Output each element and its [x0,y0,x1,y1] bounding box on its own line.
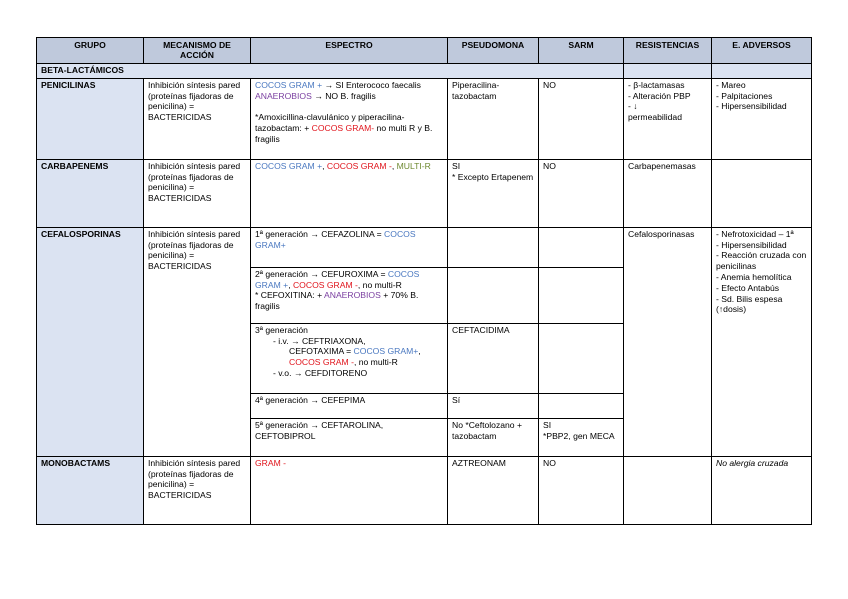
pseudo-cef-g5: No *Ceftolozano + tazobactam [448,418,539,456]
sarm-carbapenems: NO [539,159,624,227]
sarm-monobactams: NO [539,456,624,524]
group-cefalosporinas: CEFALOSPORINAS [37,227,144,456]
group-monobactams: MONOBACTAMS [37,456,144,524]
pseudo-cef-g4: Sí [448,393,539,418]
espectro-monobactams: GRAM - [251,456,448,524]
section-row [37,64,812,79]
sarm-penicilinas: NO [539,78,624,159]
adversos-monobactams: No alergia cruzada [712,456,812,524]
mecanismo-monobactams: Inhibición síntesis pared (proteínas fijadoras de penicilina) = BACTERICIDAS [144,456,251,524]
header-mecanismo: MECANISMO DE ACCIÓN [144,38,251,64]
espectro-carbapenems: COCOS GRAM +, COCOS GRAM -, MULTI-R [251,159,448,227]
espectro-cef-g1: 1ª generación → CEFAZOLINA = COCOS GRAM+ [251,227,448,267]
resistencias-cefalosporinas: Cefalosporinasas [624,227,712,456]
header-pseudomona: PSEUDOMONA [448,38,539,64]
espectro-cef-g4: 4ª generación → CEFEPIMA [251,393,448,418]
pseudo-carbapenems: SI * Excepto Ertapenem [448,159,539,227]
adversos-cefalosporinas: - Nefrotoxicidad – 1ª - Hipersensibilidad - Reacción cruzada con penicilinas - Anemia hemolítica - Efecto Antabús - Sd. Bilis espesa (↑dosis) [712,227,812,456]
group-carbapenems: CARBAPENEMS [37,159,144,227]
header-espectro: ESPECTRO [251,38,448,64]
pseudo-cef-g3: CEFTACIDIMA [448,323,539,393]
espectro-penicilinas: COCOS GRAM + → SI Enterococo faecalis ANAEROBIOS → NO B. fragilis *Amoxicillina-clavulánico y piperacilina-tazobactam: + COCOS GRAM- no multi R y B. fragilis [251,78,448,159]
row-carbapenems [37,159,812,227]
header-resistencias: RESISTENCIAS [624,38,712,64]
resistencias-penicilinas: - β-lactamasas - Alteración PBP - ↓ permeabilidad [624,78,712,159]
header-row [37,38,812,64]
header-adversos: E. ADVERSOS [712,38,812,64]
header-grupo: GRUPO [37,38,144,64]
row-monobactams [37,456,812,524]
section-title: BETA-LACTÁMICOS [37,64,624,79]
mecanismo-cefalosporinas: Inhibición síntesis pared (proteínas fijadoras de penicilina) = BACTERICIDAS [144,227,251,456]
espectro-cef-g2: 2ª generación → CEFUROXIMA = COCOS GRAM +, COCOS GRAM -, no multi-R * CEFOXITINA: + ANAEROBIOS + 70% B. fragilis [251,267,448,323]
antibiotics-table [36,37,812,525]
mecanismo-penicilinas: Inhibición síntesis pared (proteínas fijadoras de penicilina) = BACTERICIDAS [144,78,251,159]
header-sarm: SARM [539,38,624,64]
pseudo-penicilinas: Piperacilina-tazobactam [448,78,539,159]
adversos-penicilinas: - Mareo - Palpitaciones - Hipersensibilidad [712,78,812,159]
row-cefalosporinas-g1 [37,227,812,267]
espectro-cef-g5: 5ª generación → CEFTAROLINA, CEFTOBIPROL [251,418,448,456]
resistencias-carbapenems: Carbapenemasas [624,159,712,227]
group-penicilinas: PENICILINAS [37,78,144,159]
espectro-cef-g3: 3ª generación - i.v. → CEFTRIAXONA, CEFOTAXIMA = COCOS GRAM+, COCOS GRAM -, no multi-R - v.o. → CEFDITORENO [251,323,448,393]
mecanismo-carbapenems: Inhibición síntesis pared (proteínas fijadoras de penicilina) = BACTERICIDAS [144,159,251,227]
sarm-cef-g5: SI *PBP2, gen MECA [539,418,624,456]
pseudo-monobactams: AZTREONAM [448,456,539,524]
row-penicilinas [37,78,812,159]
